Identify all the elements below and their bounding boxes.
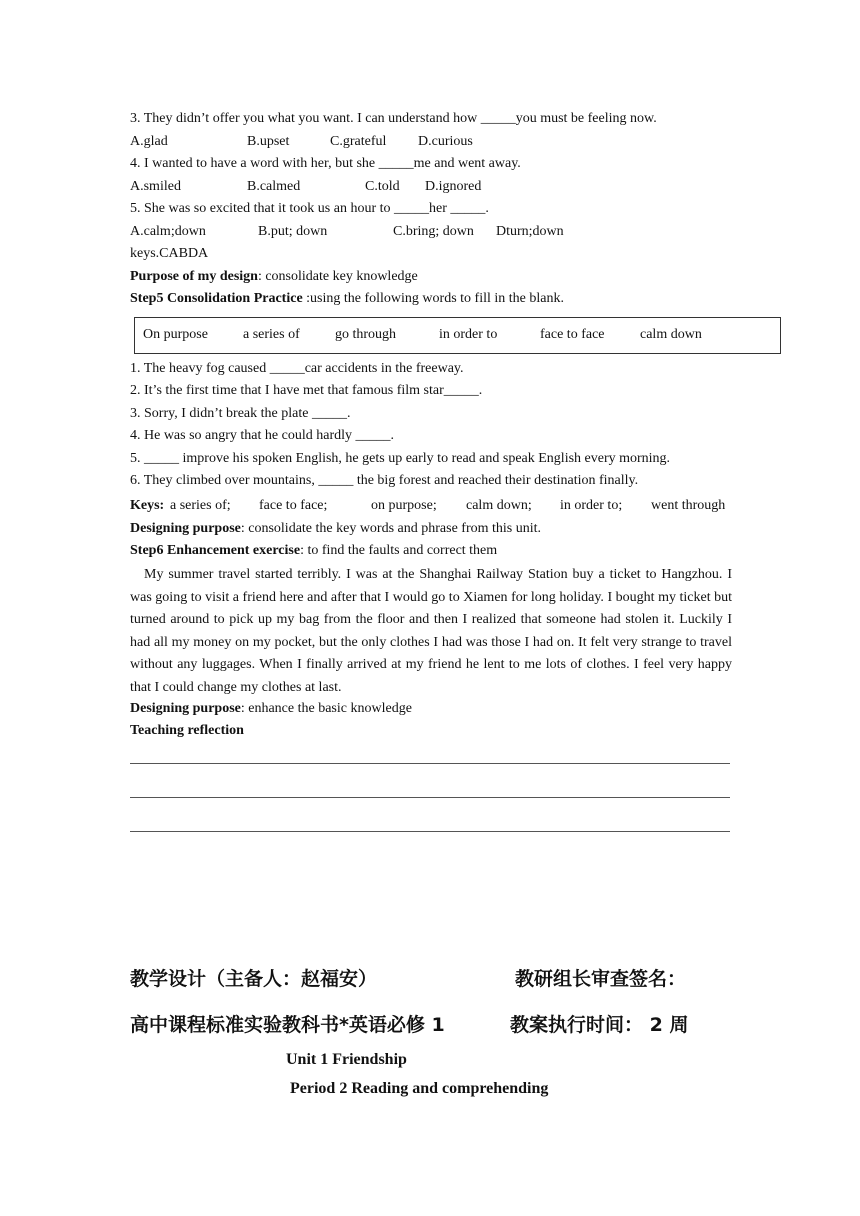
word-box-item: go through [335,327,397,342]
question-4-options [130,178,730,196]
option: C.told [365,179,400,194]
execution-time: 教案执行时间： 2 周 [510,1014,689,1036]
step5-heading [130,290,564,308]
purpose-label: Designing purpose [130,701,241,716]
period-title: Period 2 Reading and comprehending [290,1080,549,1097]
reflection-line [130,763,730,764]
key-item: in order to; [560,498,623,513]
word-box-item: calm down [640,327,702,342]
word-box-item: face to face [540,327,605,342]
question-3: 3. They didn’t offer you what you want. I can understand how _____you must be feeling now. [130,111,657,126]
step6-label: Step6 Enhancement exercise [130,543,301,558]
question-3-options [130,133,730,151]
word-box-item: On purpose [143,327,208,342]
fill-blank-item: 3. Sorry, I didn’t break the plate _____. [130,406,351,421]
purpose-line-3 [130,700,412,718]
key-item: went through [651,498,726,513]
purpose-label: Designing purpose [130,521,241,536]
question-5: 5. She was so excited that it took us an hour to _____her _____. [130,201,489,216]
teaching-reflection-title: Teaching reflection [130,723,244,738]
reflection-line [130,831,730,832]
key-item: on purpose; [371,498,437,513]
error-correction-passage: My summer travel started terribly. I was at the Shanghai Railway Station buy a ticket to Hangzhou. I was going to visit a friend here and after that I would go to Xiamen for long holiday. I bought my ticket but turned around to pick up my bag from the floor and then I realized that someone had stolen it. Luckily I had all my money on my pocket, but the only clothes I had was those I had on. It felt very strange to travel without any luggages. When I finally arrived at my friend he lent to me lots of clothes. I feel very happy that I could change my clothes at last. [130,567,732,695]
step5-label: Step5 Consolidation Practice [130,291,303,306]
fill-blank-item: 4. He was so angry that he could hardly _____. [130,428,394,443]
option: B.put; down [258,224,328,239]
word-box-item: in order to [439,327,498,342]
purpose-text: : consolidate key knowledge [257,269,418,284]
step6-text: : to find the faults and correct them [300,543,498,558]
key-item: a series of; [170,498,231,513]
purpose-text: : enhance the basic knowledge [240,701,412,716]
option: C.bring; down [393,224,474,239]
fill-blank-item: 6. They climbed over mountains, _____ the big forest and reached their destination finally. [130,473,639,488]
purpose-line-1 [130,268,418,286]
fill-blank-item: 2. It’s the first time that I have met that famous film star_____. [130,383,483,398]
word-box [134,317,781,354]
design-label: 教学设计（主备人：赵福安） [130,968,378,990]
word-box-item: a series of [243,327,300,342]
keys-label: Keys: [130,498,165,513]
option: C.grateful [330,134,387,149]
review-signature-label: 教研组长审查签名： [515,968,687,990]
option: D.ignored [425,179,482,194]
option: Dturn;down [496,224,564,239]
option: A.calm;down [130,224,206,239]
step5-text: :using the following words to fill in the blank. [302,291,564,306]
option: B.upset [247,134,290,149]
key-item: face to face; [259,498,328,513]
purpose-label: Purpose of my design [130,269,258,284]
key-item: calm down; [466,498,532,513]
option: A.glad [130,134,168,149]
purpose-line-2 [130,520,541,538]
answer-keys-2 [130,497,732,515]
question-4: 4. I wanted to have a word with her, but she _____me and went away. [130,156,521,171]
textbook-title: 高中课程标准实验教科书*英语必修 1 [130,1014,445,1036]
option: A.smiled [130,179,181,194]
answer-keys-1: keys.CABDA [130,246,209,261]
unit-title: Unit 1 Friendship [286,1051,407,1068]
option: D.curious [418,134,473,149]
fill-blank-item: 1. The heavy fog caused _____car accidents in the freeway. [130,361,464,376]
purpose-text: : consolidate the key words and phrase from this unit. [240,521,542,536]
option: B.calmed [247,179,301,194]
reflection-line [130,797,730,798]
fill-blank-item: 5. _____ improve his spoken English, he gets up early to read and speak English every morning. [130,451,671,466]
step6-heading [130,542,497,560]
question-5-options [130,223,730,241]
